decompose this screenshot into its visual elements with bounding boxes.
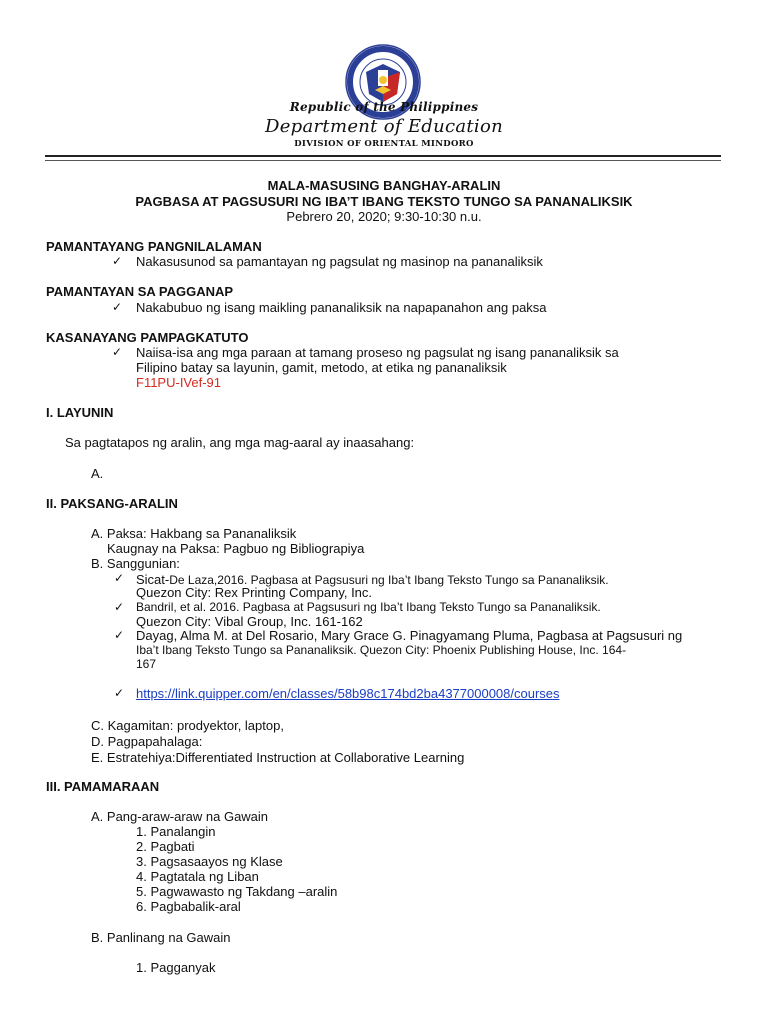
- procedure-heading: III. PAMAMARAAN: [46, 779, 160, 794]
- developmental-activity-label: B. Panlinang na Gawain: [91, 930, 231, 945]
- routine-item: 2. Pagbati: [136, 839, 195, 854]
- strategy-line: E. Estratehiya:Differentiated Instruction at Collaborative Learning: [91, 750, 465, 765]
- reference-2-line2: Quezon City: Vibal Group, Inc. 161-162: [136, 614, 363, 629]
- header-rule-thin: [45, 160, 721, 161]
- check-icon: ✓: [114, 686, 125, 700]
- objectives-heading: I. LAYUNIN: [46, 405, 114, 420]
- republic-line: Republic of the Philippines: [289, 100, 479, 114]
- plan-title: MALA-MASUSING BANGHAY-ARALIN: [267, 178, 501, 193]
- daily-routine-label: A. Pang-araw-araw na Gawain: [91, 809, 269, 824]
- content-standard-heading: PAMANTAYANG PANGNILALAMAN: [46, 239, 262, 254]
- check-icon: ✓: [114, 571, 125, 585]
- competency-item-line1: Naiisa-isa ang mga paraan at tamang proseso ng pagsulat ng isang pananaliksik sa: [136, 345, 619, 360]
- reference-1-author: Sicat-: [136, 572, 170, 587]
- topic-line: A. Paksa: Hakbang sa Pananaliksik: [91, 526, 297, 541]
- routine-item: 5. Pagwawasto ng Takdang –aralin: [136, 884, 338, 899]
- performance-standard-heading: PAMANTAYAN SA PAGGANAP: [46, 284, 234, 299]
- routine-item: 1. Panalangin: [136, 824, 216, 839]
- lesson-date: Pebrero 20, 2020; 9:30-10:30 n.u.: [286, 209, 482, 224]
- subject-title: PAGBASA AT PAGSUSURI NG IBA’T IBANG TEKSTO TUNGO SA PANANALIKSIK: [135, 194, 633, 209]
- subject-matter-heading: II. PAKSANG-ARALIN: [46, 496, 178, 511]
- check-icon: ✓: [112, 345, 123, 359]
- check-icon: ✓: [114, 628, 125, 642]
- division-name: DIVISION OF ORIENTAL MINDORO: [294, 139, 474, 149]
- check-icon: ✓: [112, 254, 123, 268]
- competency-heading: KASANAYANG PAMPAGKATUTO: [46, 330, 249, 345]
- check-icon: ✓: [114, 600, 125, 614]
- reference-3-line3: 167: [136, 657, 157, 671]
- competency-code: F11PU-IVef-91: [136, 375, 222, 390]
- quipper-course-link[interactable]: https://link.quipper.com/en/classes/58b98c174bd2ba4377000008/courses: [136, 686, 560, 701]
- reference-1-line2: Quezon City: Rex Printing Company, Inc.: [136, 585, 373, 600]
- objective-a: A.: [91, 466, 104, 481]
- content-standard-item: Nakasusunod sa pamantayan ng pagsulat ng masinop na pananaliksik: [136, 254, 543, 269]
- reference-3-line2: Iba’t Ibang Teksto Tungo sa Pananaliksik. Quezon City: Phoenix Publishing House, Inc. 164-: [136, 643, 627, 657]
- related-topic-line: Kaugnay na Paksa: Pagbuo ng Bibliograpiya: [107, 541, 365, 556]
- routine-item: 4. Pagtatala ng Liban: [136, 869, 259, 884]
- reference-3-line1: Dayag, Alma M. at Del Rosario, Mary Grace G. Pinagyamang Pluma, Pagbasa at Pagsusuri ng: [136, 628, 683, 643]
- header-rule-thick: [45, 155, 721, 157]
- competency-item-line2: Filipino batay sa layunin, gamit, metodo, at etika ng pananaliksik: [136, 360, 507, 375]
- motivation-item: 1. Pagganyak: [136, 960, 216, 975]
- check-icon: ✓: [112, 300, 123, 314]
- reference-1-text: De Laza,2016. Pagbasa at Pagsusuri ng Iba’t Ibang Teksto Tungo sa Pananaliksik.: [169, 573, 609, 587]
- routine-item: 6. Pagbabalik-aral: [136, 899, 241, 914]
- routine-item: 3. Pagsasaayos ng Klase: [136, 854, 283, 869]
- performance-standard-item: Nakabubuo ng isang maikling pananaliksik na napapanahon ang paksa: [136, 300, 547, 315]
- values-line: D. Pagpapahalaga:: [91, 734, 203, 749]
- objectives-intro: Sa pagtatapos ng aralin, ang mga mag-aaral ay inaasahang:: [65, 435, 415, 450]
- references-label: B. Sanggunian:: [91, 556, 180, 571]
- reference-2-line1: Bandril, et al. 2016. Pagbasa at Pagsusuri ng Iba’t Ibang Teksto Tungo sa Pananaliksik.: [136, 600, 601, 614]
- materials-line: C. Kagamitan: prodyektor, laptop,: [91, 718, 284, 733]
- department-name: Department of Education: [264, 116, 504, 137]
